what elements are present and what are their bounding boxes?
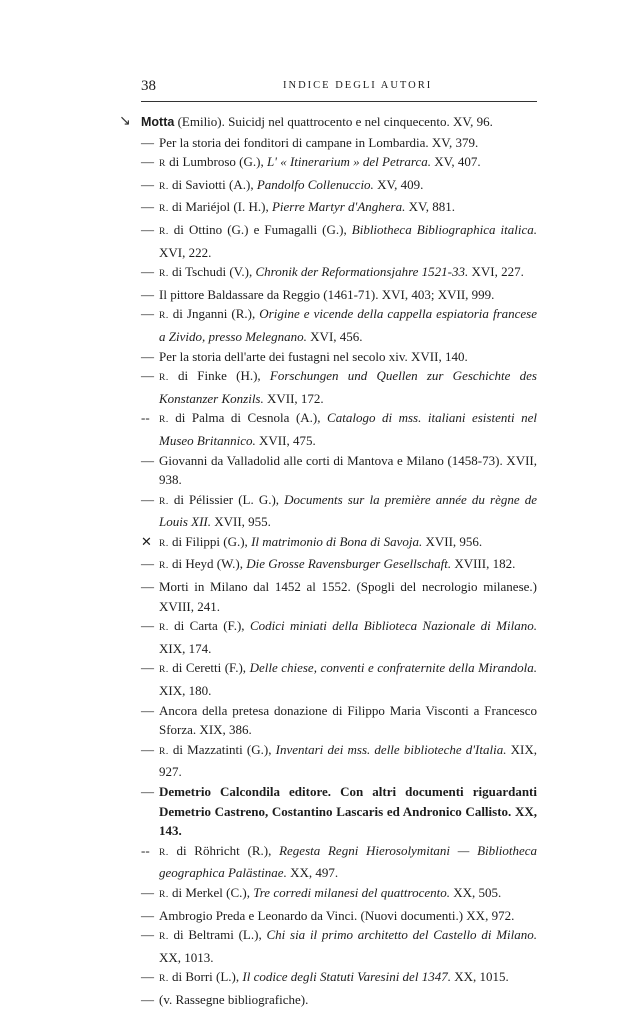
reviewed-author: di Mariéjol (I. H.), [168,199,272,215]
index-entry [141,701,537,740]
index-entry [141,175,537,198]
review-marker: R. [159,746,169,757]
volume-page: XX, 505. [450,884,502,900]
review-marker: R. [159,561,169,572]
reviewed-title: Il codice degli Statuti Varesini del 1347. [242,969,451,985]
entry-dash: — [141,702,154,718]
author-name: Motta [141,115,175,129]
entry-dash: — [141,927,154,943]
reviewed-author: di Filippi (G.), [168,533,252,549]
entry-text: (Emilio). Suicidj nel quattrocento e nel cinquecento. XV, 96. [174,114,493,129]
reviewed-author: di Ceretti (F.), [168,660,250,676]
review-marker: R. [159,889,169,900]
reviewed-author: di Jnganni (R.), [168,306,260,322]
reviewed-title: Pierre Martyr d'Anghera. [271,199,406,215]
entry-dash: — [141,784,154,799]
index-entry [141,347,537,367]
entry-dash: — [141,264,154,280]
reviewed-title: Forschungen und Quellen zur Geschichte des Konstanzer Konzils. [159,368,537,406]
index-entry [141,782,537,841]
index-entry [141,408,537,450]
entry-dash: — [141,741,154,757]
running-title: INDICE DEGLI AUTORI [283,80,433,91]
index-entry [141,152,537,175]
index-entry [141,554,537,577]
entry-dash: -- [141,410,150,426]
reviewed-title: Chi sia il primo architetto del Castello di Milano. [266,927,537,943]
reviewed-author: di Beltrami (L.), [168,927,267,943]
volume-page: XVI, 222. [159,244,212,260]
index-entry [141,841,537,883]
reviewed-author: di Lumbroso (G.), [165,154,267,170]
entry-text: Per la storia dell'arte dei fustagni nel secolo xiv. XVII, 140. [159,348,468,364]
volume-page: XX, 1013. [159,949,214,965]
entry-dash: — [141,176,154,192]
review-marker: R. [159,932,169,943]
review-marker: R. [159,311,169,322]
entry-text: (v. Rassegne bibliografiche). [159,991,309,1007]
volume-page: XIX, 927. [159,741,538,780]
review-marker: R. [159,623,169,634]
reviewed-title: Delle chiese, conventi e confraternite della Mirandola. [249,660,537,676]
index-entry [141,616,537,658]
volume-page: XVI, 227. [468,264,524,280]
index-entry [141,366,537,408]
reviewed-title: Origine e vicende della cappella espiatoria francese a Zivido, presso Melegnano. [159,306,537,344]
volume-page: XVII, 956. [422,533,483,549]
reviewed-author: di Ottino (G.) e Fumagalli (G.), [168,221,352,237]
header-rule [141,101,537,102]
index-entry [141,220,537,262]
entry-dash: — [141,991,154,1007]
volume-page: XIX, 180. [159,683,212,699]
review-marker: R. [159,226,169,237]
reviewed-title: Inventari dei mss. delle biblioteche d'Italia. [275,741,507,757]
review-marker: R. [159,974,169,985]
index-entry [141,906,537,926]
reviewed-author: di Borri (L.), [168,969,243,985]
index-entry [141,925,537,967]
index-entry [141,304,537,346]
entry-dash: — [141,556,154,572]
entry-text: Ambrogio Preda e Leonardo da Vinci. (Nuovi documenti.) XX, 972. [159,907,515,923]
entry-dash: — [141,452,154,468]
entry-dash: — [141,969,154,985]
review-marker: R. [159,665,169,676]
entry-text: Demetrio Calcondila editore. Con altri documenti riguardanti Demetrio Castreno, Costantino Lascaris ed Andronico Callisto. XX, 143. [159,784,537,839]
volume-page: XV, 409. [373,176,424,192]
reviewed-author: di Merkel (C.), [168,884,254,900]
volume-page: XVI, 456. [306,328,363,344]
reviewed-author: di Tschudi (V.), [168,264,256,280]
entry-dash: — [141,306,154,322]
volume-page: XX, 497. [286,865,339,881]
reviewed-author: di Finke (H.), [168,368,270,384]
entry-dash: — [141,199,154,215]
entry-dash: — [141,134,154,150]
reviewed-author: di Carta (F.), [168,618,250,634]
index-entry [141,658,537,700]
index-entry [141,262,537,285]
index-entry [141,532,537,555]
entry-text: Ancora della pretesa donazione di Filippo Maria Visconti a Francesco Sforza. XIX, 386. [159,702,537,738]
entry-dash: -- [141,842,150,858]
entry-dash: — [141,286,154,302]
entry-dash: — [141,154,154,170]
index-entry [141,285,537,305]
entry-dash: — [141,221,154,237]
page-number: 38 [141,78,156,94]
volume-page: XVII, 172. [263,390,324,406]
entry-text: Il pittore Baldassare da Reggio (1461-71). XVI, 403; XVII, 999. [159,286,495,302]
entry-dash: — [141,579,154,595]
index-entry [141,967,537,990]
reviewed-title: Chronik der Reformationsjahre 1521-33. [255,264,469,280]
reviewed-title: Bibliotheca Bibliographica italica. [351,221,537,237]
reviewed-title: Tre corredi milanesi del quattrocento. [253,884,450,900]
volume-page: XVII, 475. [255,432,316,448]
volume-page: XIX, 174. [159,640,212,656]
reviewed-author: di Pélissier (L. G.), [168,491,285,507]
entry-text: Giovanni da Valladolid alle corti di Mantova e Milano (1458-73). XVII, 938. [159,452,537,488]
review-marker: R. [159,496,169,507]
review-marker: R. [159,415,169,426]
reviewed-author: di Saviotti (A.), [168,176,257,192]
index-entry [141,451,537,490]
review-marker: R. [159,373,169,384]
reviewed-author: di Heyd (W.), [168,556,247,572]
marginal-arrow-mark: ↘ [119,113,131,129]
reviewed-title: Die Grosse Ravensburger Gesellschaft. [246,556,452,572]
review-marker: R. [159,847,169,858]
index-entry [141,883,537,906]
author-index-list [119,112,538,1010]
reviewed-title: Regesta Regni Hierosolymitani — Bibliotheca geographica Palästinae. [159,842,537,881]
entry-dash: — [141,907,154,923]
review-marker: R. [159,204,169,215]
entry-dash: — [141,491,154,507]
reviewed-author: di Röhricht (R.), [168,842,280,858]
reviewed-title: Il matrimonio di Bona di Savoja. [251,533,423,549]
index-entry [119,112,537,133]
volume-page: XVII, 955. [211,514,271,530]
entry-dash: — [141,348,154,364]
entry-text: Per la storia dei fonditori di campane in Lombardia. XV, 379. [159,134,479,150]
review-marker: R. [159,538,169,549]
entry-dash: ✕ [141,533,152,549]
index-entry [141,133,537,153]
volume-page: XX, 1015. [450,969,509,985]
reviewed-author: di Mazzatinti (G.), [168,741,276,757]
index-entry [141,740,537,782]
entry-dash: — [141,884,154,900]
review-marker: R. [159,269,169,280]
index-entry [141,990,537,1010]
volume-page: XVIII, 182. [451,556,516,572]
reviewed-title: Codici miniati della Biblioteca Nazionale di Milano. [249,618,537,634]
review-marker: R. [159,181,169,192]
entry-dash: — [141,660,154,676]
index-entry [141,577,537,616]
page-header [141,78,537,98]
entry-text: Morti in Milano dal 1452 al 1552. (Spogli del necrologio milanese.) XVIII, 241. [159,579,537,614]
reviewed-title: Catalogo di mss. italiani esistenti nel Museo Britannico. [159,410,537,448]
index-entry [141,197,537,220]
volume-page: XV, 407. [431,154,481,170]
volume-page: XV, 881. [405,199,455,215]
entry-dash: — [141,618,154,634]
entry-dash: — [141,368,154,384]
reviewed-title: Documents sur la première année du règne de Louis XII. [159,491,537,530]
review-marker: R [159,159,166,170]
reviewed-author: di Palma di Cesnola (A.), [168,410,328,426]
index-entry [141,490,537,532]
reviewed-title: L' « Itinerarium » del Petrarca. [266,154,432,170]
reviewed-title: Pandolfo Collenuccio. [256,176,374,192]
